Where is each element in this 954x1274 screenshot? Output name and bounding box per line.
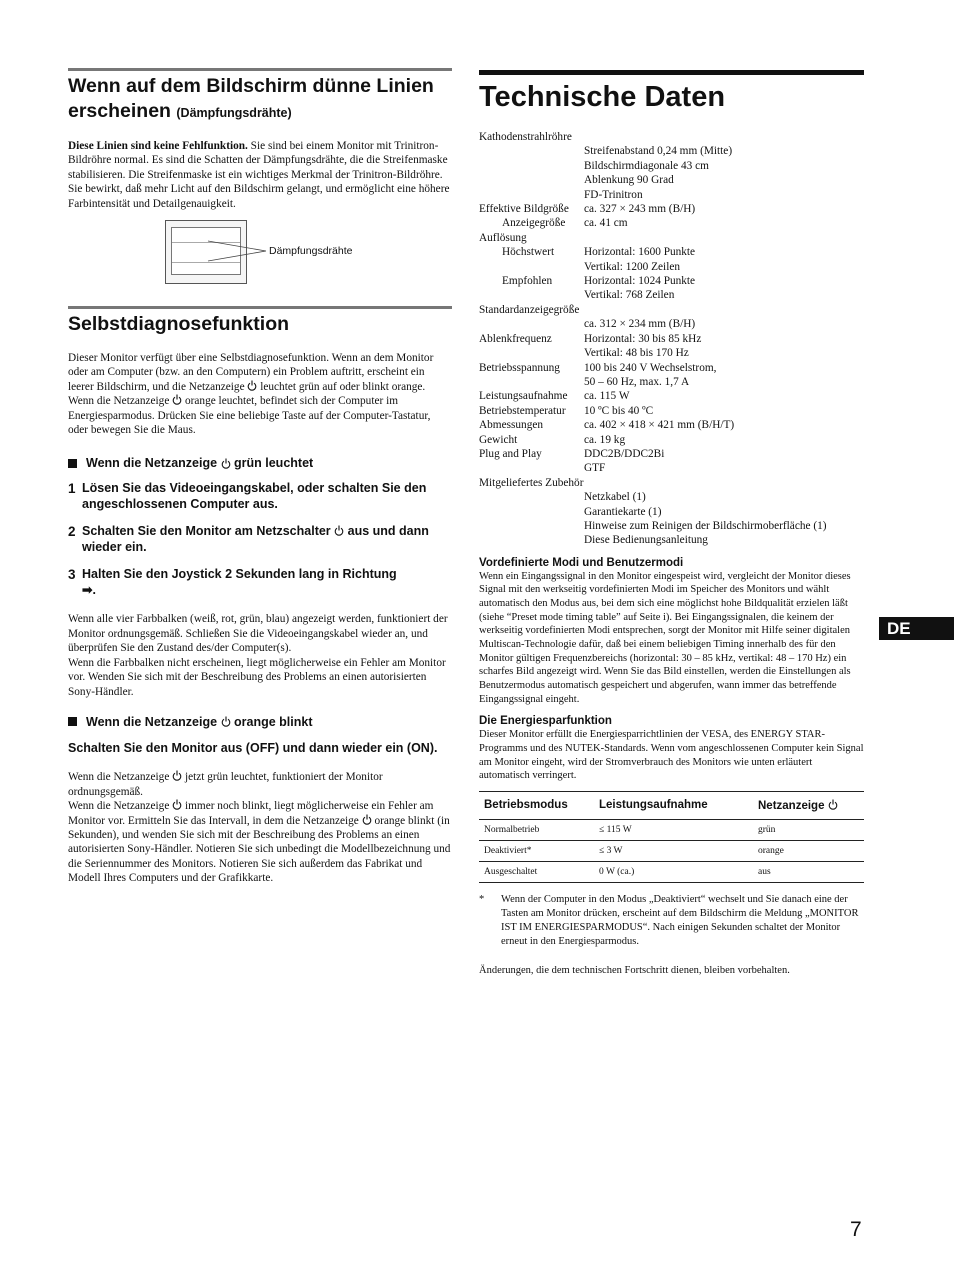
spec-label: Leistungsaufnahme [479, 390, 568, 403]
spec-value: Horizontal: 30 bis 85 kHz [584, 332, 702, 345]
modes-paragraph: Wenn ein Eingangssignal in den Monitor eingespeist wird, vergleicht der Monitor dieses Signal mit den werkseitig vordefinierten Modi im Speicher des Monitors und wählt automatisch den Modus aus, bei dem sich eine möglichst hohe Bildqualität erzielen läßt (siehe “Preset mode timing table” auf Seite i). Bei Eingangssignalen, die keinem der werkseitig vordefinierten Modi entsprechen, sorgt der Monitor mit Hilfe seiner digitalen Multiscan-Technologie dafür, daß bei einem beliebigen Timing innerhalb des für den Monitor gültigen Frequenzbereichs (horizontal: 30 – 85 kHz, vertikal: 48 – 170 Hz) ein scharfes Bild angezeigt wird. Wenn Sie das Bild einstellen, werden die Einstellungen als Benutzermodus automatisch gespeichert und abgerufen, wann immer das betreffende Eingangssignal eingeht. [479, 570, 851, 705]
intro-text: Sie sind bei einem Monitor mit Trinitron-Bildröhre normal. Es sind die Schatten der Dämpfungsdrähte, die die Streifenmaske stabilisieren. Die Streifenmaske ist ein wichtiges Merkmal der Trinitron-Bildröhre. Sie bewirkt, daß mehr Licht auf den Bildschirm gelangt, und ermöglicht eine höhere Farbintensität und Detailgenauigkeit. [68, 140, 450, 210]
spec-value: ca. 327 × 243 mm (B/H) [584, 203, 696, 216]
right-column [479, 70, 864, 978]
left-column [68, 68, 452, 886]
table-cell: Deaktiviert* [479, 840, 594, 861]
power-icon [172, 770, 182, 781]
table-cell: 0 W (ca.) [594, 861, 753, 882]
spec-row [479, 216, 864, 230]
energy-paragraph: Dieser Monitor erfüllt die Energiesparrichtlinien der VESA, des ENERGY STAR-Programms und des NUTEK-Standards. Wenn vom angeschlossenen Computer kein Signal am Monitor eingeht, wird der Stromverbrauch des Monitors wie unten erläutert automatisch verringert. [479, 729, 864, 782]
spec-row [479, 433, 864, 447]
section-rule [68, 68, 452, 71]
intro-bold: Diese Linien sind keine Fehlfunktion. [68, 140, 248, 152]
spec-label [479, 519, 584, 533]
spec-label [479, 375, 584, 389]
spec-label [479, 346, 584, 360]
spec-row [479, 332, 864, 346]
spec-label: Mitgeliefertes Zubehör [479, 476, 584, 489]
spec-row [479, 303, 864, 317]
change-note: Änderungen, die dem technischen Fortschritt dienen, bleiben vorbehalten. [479, 964, 790, 976]
callout-lines [68, 220, 452, 292]
spec-row [479, 389, 864, 403]
spec-value: ca. 312 × 234 mm (B/H) [584, 318, 696, 331]
spec-value: DDC2B/DDC2Bi [584, 447, 665, 460]
section-title-main: Wenn auf dem Bildschirm dünne Linien erscheinen [68, 75, 434, 122]
table-cell: orange [753, 840, 864, 861]
spec-row [479, 533, 864, 547]
spec-row [479, 461, 864, 475]
spec-label: Auflösung [479, 231, 527, 244]
spec-list [479, 130, 864, 548]
spec-label [479, 461, 584, 475]
text-run: Wenn die Netzanzeige [86, 714, 218, 729]
power-icon [828, 799, 838, 810]
spec-label: Höchstwert [502, 246, 555, 259]
table-header: Betriebsmodus [479, 791, 594, 819]
spec-value: Hinweise zum Reinigen der Bildschirmoberfläche (1) [584, 519, 827, 532]
text-run: Halten Sie den Joystick 2 Sekunden lang in Richtung [82, 567, 397, 582]
spec-row [479, 245, 864, 259]
thin-lines-paragraph [68, 139, 452, 211]
text-run: leuchtet grün auf oder blinkt orange. Wenn die Netzanzeige [68, 380, 426, 408]
spec-row [479, 490, 864, 504]
spec-row [479, 447, 864, 461]
spec-row [479, 317, 864, 331]
text-run: orange leuchtet, befindet sich der Computer im Energiesparmodus. Drücken Sie eine beliebige Taste auf der Computer-Tastatur, oder bewegen Sie die Maus. [68, 395, 431, 437]
damper-wire-figure [68, 220, 452, 292]
footnote [479, 893, 864, 949]
spec-value: ca. 115 W [584, 390, 630, 403]
spec-label: Effektive Bildgröße [479, 203, 569, 216]
step-number: 2 [68, 524, 76, 540]
power-icon [172, 799, 182, 810]
table-cell: grün [753, 819, 864, 840]
text-run: grün leuchtet [234, 456, 314, 471]
spec-label: Standardanzeigegröße [479, 303, 580, 316]
step-3 [68, 567, 452, 598]
spec-row [479, 346, 864, 360]
spec-value: Ablenkung 90 Grad [584, 174, 674, 187]
table-cell: ≤ 115 W [594, 819, 753, 840]
power-icon [362, 814, 372, 825]
energy-title: Die Energiesparfunktion [479, 715, 612, 728]
table-row [479, 819, 864, 840]
text-run: jetzt grün leuchtet, funktioniert der Monitor ordnungsgemäß. [68, 771, 383, 798]
section-title-thin-lines [68, 74, 452, 126]
square-bullet-icon [68, 717, 77, 726]
spec-row [479, 375, 864, 389]
spec-value: Vertikal: 768 Zeilen [584, 289, 675, 302]
step-number: 3 [68, 567, 76, 583]
spec-value: Netzkabel (1) [584, 491, 646, 504]
spec-label [479, 533, 584, 547]
page-title: Technische Daten [479, 81, 726, 113]
spec-value: Diese Bedienungsanleitung [584, 534, 708, 547]
text-run: Wenn die Netzanzeige [68, 800, 173, 813]
text-run: Netzanzeige [758, 799, 828, 812]
spec-value: Vertikal: 48 bis 170 Hz [584, 347, 689, 360]
spec-row [479, 260, 864, 274]
spec-label: Empfohlen [502, 275, 553, 288]
energy-table [479, 791, 864, 883]
text-run: Wenn die Netzanzeige [86, 456, 218, 471]
text-run: aus und dann wieder ein. [82, 524, 429, 554]
spec-value: Streifenabstand 0,24 mm (Mitte) [584, 145, 733, 158]
section-title-sub: (Dämpfungsdrähte) [176, 106, 292, 120]
power-icon [172, 394, 182, 405]
title-rule [479, 70, 864, 75]
orange-ok-paragraph [68, 770, 452, 799]
spec-label [479, 188, 584, 202]
table-cell: Normalbetrieb [479, 819, 594, 840]
spec-row [479, 274, 864, 288]
section-rule [68, 306, 452, 309]
spec-row [479, 404, 864, 418]
spec-label: Betriebsspannung [479, 361, 560, 374]
table-header [753, 791, 864, 819]
green-heading [68, 456, 452, 470]
spec-value: 10 ºC bis 40 ºC [584, 404, 654, 417]
page-number: 7 [850, 1218, 862, 1241]
spec-row [479, 231, 864, 245]
square-bullet-icon [68, 459, 77, 468]
spec-row [479, 173, 864, 187]
spec-value: Bildschirmdiagonale 43 cm [584, 159, 709, 172]
spec-value: Vertikal: 1200 Zeilen [584, 260, 680, 273]
spec-value: Horizontal: 1024 Punkte [584, 275, 696, 288]
step-2 [68, 524, 452, 555]
table-header-row [479, 791, 864, 819]
spec-row [479, 505, 864, 519]
spec-value: Garantiekarte (1) [584, 505, 662, 518]
spec-row [479, 361, 864, 375]
spec-label: Ablenkfrequenz [479, 332, 552, 345]
orange-instruction: Schalten Sie den Monitor aus (OFF) und dann wieder ein (ON). [68, 740, 438, 755]
section-title-self-diagnosis: Selbstdiagnosefunktion [68, 313, 290, 336]
spec-value: FD-Trinitron [584, 188, 643, 201]
table-cell: Ausgeschaltet [479, 861, 594, 882]
spec-row [479, 130, 864, 144]
table-cell: aus [753, 861, 864, 882]
spec-label [479, 260, 584, 274]
text-run: orange blinkt (in Sekunden), und wenden Sie sich mit der Beschreibung des Problems an einen autorisierten Sony-Händler. Notieren Sie sich unbedingt die Modellbezeichnung und die Seriennummer des Monitors. Notieren Sie sich außerdem das Fabrikat und Modell Ihres Computers und der Grafikkarte. [68, 814, 451, 885]
spec-row [479, 188, 864, 202]
spec-row [479, 519, 864, 533]
spec-value: ca. 41 cm [584, 217, 628, 230]
table-row [479, 861, 864, 882]
spec-label [479, 173, 584, 187]
figure-label: Dämpfungsdrähte [269, 245, 353, 258]
spec-row [479, 476, 864, 490]
spec-value: GTF [584, 462, 606, 475]
spec-label: Gewicht [479, 433, 518, 446]
spec-row [479, 418, 864, 432]
spec-value: ca. 19 kg [584, 433, 626, 446]
power-icon [221, 458, 231, 469]
spec-value: Horizontal: 1600 Punkte [584, 246, 696, 259]
step-text [82, 567, 397, 598]
energy-table-body [479, 819, 864, 882]
power-icon [247, 380, 257, 391]
step-text [82, 524, 452, 555]
text-run: Wenn die Netzanzeige [68, 771, 173, 784]
green-result-paragraph: Wenn alle vier Farbbalken (weiß, rot, grün, blau) angezeigt werden, funktioniert der Monitor ordnungsgemäß. Schließen Sie die Videoeingangskabel wieder an, und überprüfen Sie den Zustand des/der Computer(s). [68, 613, 448, 655]
step-1 [68, 481, 452, 512]
language-tab: DE [879, 617, 954, 640]
power-icon [334, 525, 344, 536]
modes-title: Vordefinierte Modi und Benutzermodi [479, 556, 684, 569]
text-run: immer noch blinkt, liegt möglicherweise ein Fehler am Monitor vor. Ermitteln Sie das Intervall, in dem die Netzanzeige [68, 800, 434, 827]
self-diagnosis-intro [68, 351, 452, 437]
spec-label [479, 490, 584, 504]
spec-row [479, 288, 864, 302]
spec-label [479, 505, 584, 519]
spec-row [479, 159, 864, 173]
spec-label [479, 317, 584, 331]
spec-value: 100 bis 240 V Wechselstrom, [584, 361, 717, 374]
power-icon [221, 716, 231, 727]
spec-value: ca. 402 × 418 × 421 mm (B/H/T) [584, 419, 735, 432]
right-arrow-icon: ➡. [82, 582, 96, 597]
text-run: orange blinkt [234, 714, 313, 729]
spec-label: Anzeigegröße [502, 217, 566, 230]
table-cell: ≤ 3 W [594, 840, 753, 861]
green-fail-paragraph: Wenn die Farbbalken nicht erscheinen, liegt möglicherweise ein Fehler am Monitor vor. Wenden Sie sich mit der Beschreibung des Problems an einen autorisierten Sony-Händler. [68, 656, 446, 698]
spec-label: Abmessungen [479, 419, 544, 432]
spec-label [479, 159, 584, 173]
table-header: Leistungsaufnahme [594, 791, 753, 819]
spec-label: Betriebstemperatur [479, 404, 566, 417]
orange-heading [68, 715, 452, 729]
footnote-text: Wenn der Computer in den Modus „Deaktiviert“ wechselt und Sie danach eine der Tasten am Monitor drücken, erscheint auf dem Bildschirm die Meldung „MONITOR IST IM ENERGIESPARMODUS“. Nach einigen Sekunden schaltet der Monitor erneut in den Energiesparmodus. [501, 893, 859, 947]
spec-label [479, 144, 584, 158]
step-number: 1 [68, 481, 76, 497]
spec-label: Plug and Play [479, 447, 542, 460]
spec-row [479, 144, 864, 158]
footnote-marker: * [479, 893, 485, 905]
spec-value: 50 – 60 Hz, max. 1,7 A [584, 375, 690, 388]
step-text: Lösen Sie das Videoeingangskabel, oder schalten Sie den angeschlossenen Computer aus. [82, 481, 427, 511]
text-run: Schalten Sie den Monitor am Netzschalter [82, 524, 335, 539]
spec-label [479, 288, 584, 302]
orange-fail-paragraph [68, 799, 452, 885]
table-row [479, 840, 864, 861]
spec-row [479, 202, 864, 216]
text-run: Dieser Monitor verfügt über eine Selbstdiagnosefunktion. Wenn an dem Monitor oder am Computer (bzw. an den Computern) ein Problem auftritt, erscheint ein leerer Bildschirm, und die Netzanzeige [68, 352, 434, 393]
spec-label: Kathodenstrahlröhre [479, 131, 572, 143]
